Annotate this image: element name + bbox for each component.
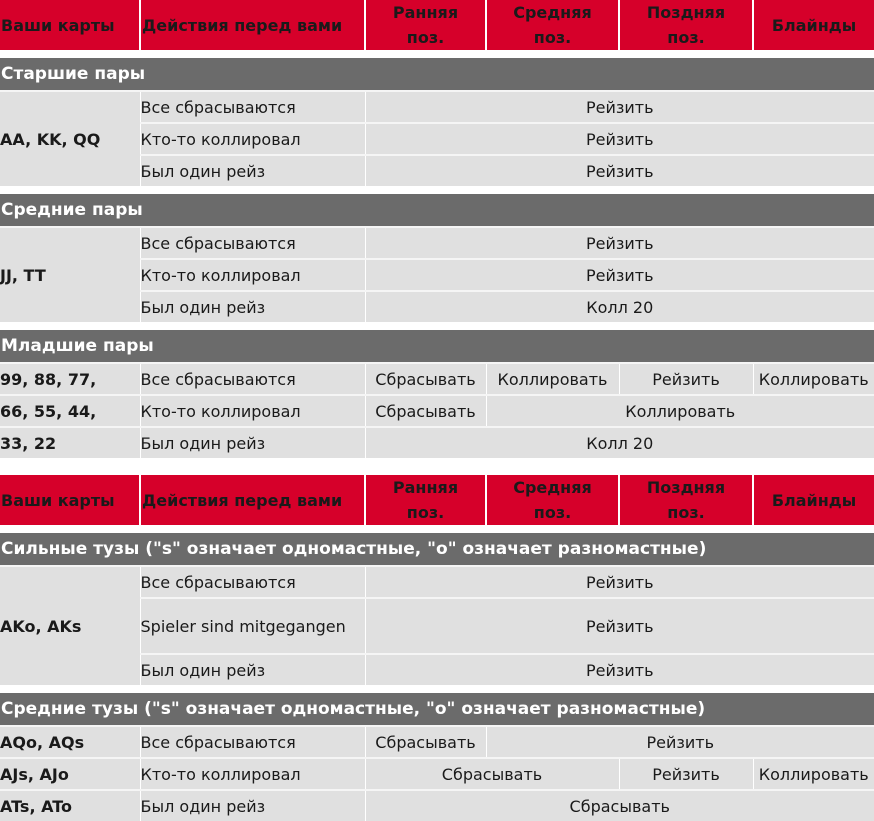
hand-cell: 33, 22 bbox=[0, 427, 140, 458]
header-blinds: Блайнды bbox=[753, 475, 874, 525]
value-cell: Рейзить bbox=[365, 654, 874, 685]
action-cell: Все сбрасываются bbox=[140, 227, 365, 259]
header-row bbox=[0, 0, 874, 50]
value-cell: Рейзить bbox=[365, 598, 874, 654]
table-row bbox=[0, 395, 874, 427]
header-cards: Ваши карты bbox=[0, 475, 140, 525]
table-row bbox=[0, 427, 874, 458]
action-cell: Был один рейз bbox=[140, 790, 365, 821]
table-row bbox=[0, 91, 874, 123]
table-row bbox=[0, 726, 874, 758]
header-early-position: Ранняя поз. bbox=[365, 0, 486, 50]
value-cell: Колл 20 bbox=[365, 291, 874, 322]
middle-value-cell: Коллировать bbox=[486, 363, 619, 395]
early-middle-value-cell: Сбрасывать bbox=[365, 758, 619, 790]
hand-cell: JJ, TT bbox=[0, 227, 140, 322]
action-cell: Был один рейз bbox=[140, 291, 365, 322]
header-early-position: Ранняя поз. bbox=[365, 475, 486, 525]
late-value-cell: Рейзить bbox=[619, 758, 753, 790]
table-row bbox=[0, 790, 874, 821]
action-cell: Был один рейз bbox=[140, 427, 365, 458]
spacer bbox=[0, 458, 874, 475]
header-middle-position: Средняя поз. bbox=[486, 475, 619, 525]
value-cell: Рейзить bbox=[365, 91, 874, 123]
header-row bbox=[0, 475, 874, 525]
poker-strategy-table-aces bbox=[0, 475, 874, 821]
early-value-cell: Сбрасывать bbox=[365, 395, 486, 427]
value-cell: Рейзить bbox=[365, 259, 874, 291]
category-title: Младшие пары bbox=[0, 329, 874, 363]
header-late-position: Поздняя поз. bbox=[619, 0, 753, 50]
header-actions: Действия перед вами bbox=[140, 0, 365, 50]
table-row bbox=[0, 227, 874, 259]
action-cell: Кто-то коллировал bbox=[140, 259, 365, 291]
hand-cell: AA, KK, QQ bbox=[0, 91, 140, 186]
hand-cell: 99, 88, 77, bbox=[0, 363, 140, 395]
action-cell: Был один рейз bbox=[140, 155, 365, 186]
category-row bbox=[0, 193, 874, 227]
action-cell: Все сбрасываются bbox=[140, 566, 365, 598]
early-value-cell: Сбрасывать bbox=[365, 726, 486, 758]
blinds-value-cell: Коллировать bbox=[753, 758, 874, 790]
action-cell: Кто-то коллировал bbox=[140, 395, 365, 427]
hand-cell: 66, 55, 44, bbox=[0, 395, 140, 427]
category-title: Средние тузы ("s" означает одномастные, "o" означает разномастные) bbox=[0, 692, 874, 726]
action-cell: Кто-то коллировал bbox=[140, 758, 365, 790]
value-cell: Сбрасывать bbox=[365, 790, 874, 821]
value-cell: Рейзить bbox=[365, 227, 874, 259]
value-cell: Рейзить bbox=[365, 123, 874, 155]
category-row bbox=[0, 692, 874, 726]
table-row bbox=[0, 363, 874, 395]
action-cell: Spieler sind mitgegangen bbox=[140, 598, 365, 654]
hand-cell: AQo, AQs bbox=[0, 726, 140, 758]
table-row bbox=[0, 566, 874, 598]
hand-cell: ATs, ATo bbox=[0, 790, 140, 821]
category-title: Средние пары bbox=[0, 193, 874, 227]
value-cell: Коллировать bbox=[486, 395, 874, 427]
hand-cell: AJs, AJo bbox=[0, 758, 140, 790]
category-row bbox=[0, 532, 874, 566]
value-cell: Рейзить bbox=[365, 155, 874, 186]
value-cell: Рейзить bbox=[365, 566, 874, 598]
late-value-cell: Рейзить bbox=[619, 363, 753, 395]
category-title: Старшие пары bbox=[0, 57, 874, 91]
early-value-cell: Сбрасывать bbox=[365, 363, 486, 395]
action-cell: Все сбрасываются bbox=[140, 726, 365, 758]
action-cell: Кто-то коллировал bbox=[140, 123, 365, 155]
header-middle-position: Средняя поз. bbox=[486, 0, 619, 50]
value-cell: Рейзить bbox=[486, 726, 874, 758]
category-title: Сильные тузы ("s" означает одномастные, "o" означает разномастные) bbox=[0, 532, 874, 566]
header-blinds: Блайнды bbox=[753, 0, 874, 50]
action-cell: Все сбрасываются bbox=[140, 91, 365, 123]
value-cell: Колл 20 bbox=[365, 427, 874, 458]
header-late-position: Поздняя поз. bbox=[619, 475, 753, 525]
table-row bbox=[0, 758, 874, 790]
header-actions: Действия перед вами bbox=[140, 475, 365, 525]
header-cards: Ваши карты bbox=[0, 0, 140, 50]
action-cell: Был один рейз bbox=[140, 654, 365, 685]
hand-cell: AKo, AKs bbox=[0, 566, 140, 685]
category-row bbox=[0, 57, 874, 91]
action-cell: Все сбрасываются bbox=[140, 363, 365, 395]
category-row bbox=[0, 329, 874, 363]
blinds-value-cell: Коллировать bbox=[753, 363, 874, 395]
